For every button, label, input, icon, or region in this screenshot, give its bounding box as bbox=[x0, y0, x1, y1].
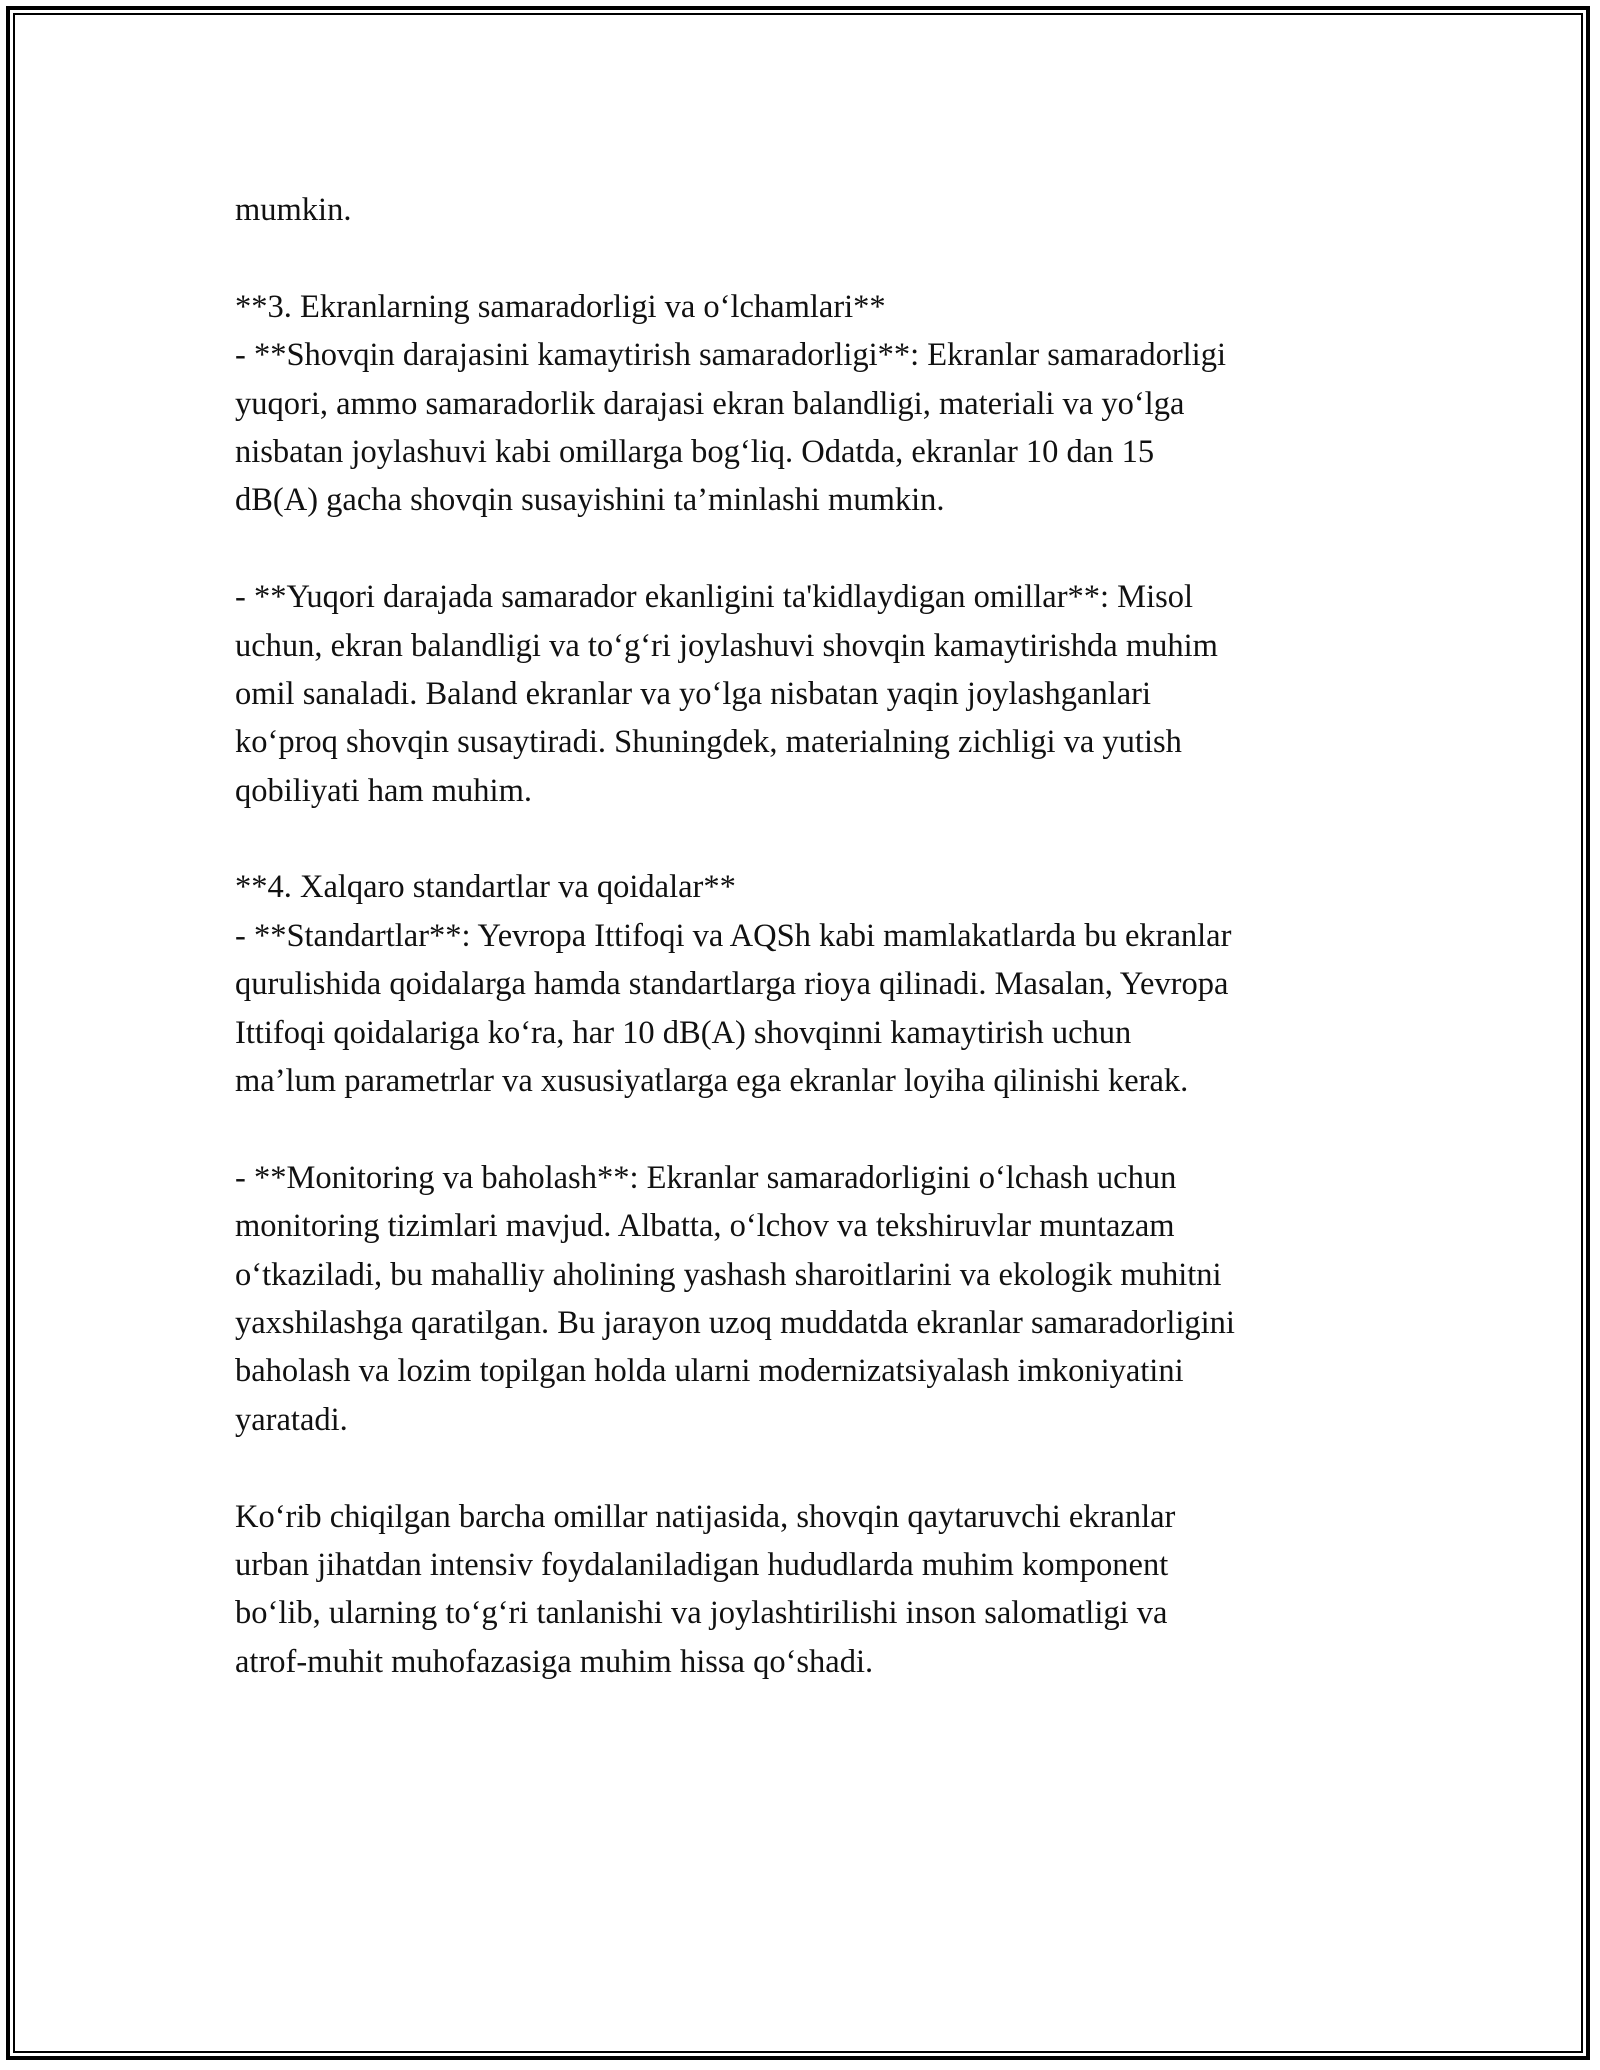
text-line: monitoring tizimlari mavjud. Albatta, o‘lchov va tekshiruvlar muntazam bbox=[235, 1208, 1175, 1245]
text-line: - **Yuqori darajada samarador ekanligini ta'kidlaydigan omillar**: Misol bbox=[235, 579, 1194, 616]
paragraph-spacer bbox=[235, 234, 1395, 282]
text-line: - **Monitoring va baholash**: Ekranlar samaradorligini o‘lchash uchun bbox=[235, 1159, 1177, 1196]
text-line: qobiliyati ham muhim. bbox=[235, 772, 532, 809]
paragraph-spacer bbox=[235, 815, 1395, 863]
text-line: yaratadi. bbox=[235, 1401, 348, 1438]
text-line: urban jihatdan intensiv foydalaniladigan hududlarda muhim komponent bbox=[235, 1546, 1169, 1583]
section-4 bbox=[235, 863, 1395, 1105]
text-line: omil sanaladi. Baland ekranlar va yo‘lga nisbatan yaqin joylashganlari bbox=[235, 675, 1152, 712]
section-heading: **3. Ekranlarning samaradorligi va o‘lchamlari** bbox=[235, 288, 886, 325]
text-line: nisbatan joylashuvi kabi omillarga bog‘liq. Odatda, ekranlar 10 dan 15 bbox=[235, 433, 1155, 470]
conclusion-paragraph bbox=[235, 1493, 1395, 1687]
text-line: - **Standartlar**: Yevropa Ittifoqi va AQSh kabi mamlakatlarda bu ekranlar bbox=[235, 917, 1232, 954]
text-line: baholash va lozim topilgan holda ularni modernizatsiyalash imkoniyatini bbox=[235, 1353, 1184, 1390]
paragraph-spacer bbox=[235, 1444, 1395, 1492]
section-heading: **4. Xalqaro standartlar va qoidalar** bbox=[235, 869, 736, 906]
text-line: mumkin. bbox=[235, 192, 352, 228]
paragraph-spacer bbox=[235, 1105, 1395, 1153]
paragraph bbox=[235, 186, 1395, 234]
text-line: - **Shovqin darajasini kamaytirish samaradorligi**: Ekranlar samaradorligi bbox=[235, 337, 1226, 374]
document-body bbox=[235, 186, 1395, 1686]
text-line: qurulishida qoidalarga hamda standartlarga rioya qilinadi. Masalan, Yevropa bbox=[235, 966, 1229, 1003]
text-line: ko‘proq shovqin susaytiradi. Shuningdek, materialning zichligi va yutish bbox=[235, 724, 1182, 761]
text-line: uchun, ekran balandligi va to‘g‘ri joylashuvi shovqin kamaytirishda muhim bbox=[235, 627, 1218, 664]
text-line: o‘tkaziladi, bu mahalliy aholining yashash sharoitlarini va ekologik muhitni bbox=[235, 1256, 1222, 1293]
text-line: Ko‘rib chiqilgan barcha omillar natijasida, shovqin qaytaruvchi ekranlar bbox=[235, 1498, 1176, 1535]
paragraph bbox=[235, 573, 1395, 815]
text-line: bo‘lib, ularning to‘g‘ri tanlanishi va joylashtirilishi inson salomatligi va bbox=[235, 1595, 1168, 1632]
section-3 bbox=[235, 283, 1395, 525]
text-line: Ittifoqi qoidalariga ko‘ra, har 10 dB(A) shovqinni kamaytirish uchun bbox=[235, 1014, 1132, 1051]
text-line: dB(A) gacha shovqin susayishini ta’minlashi mumkin. bbox=[235, 482, 945, 519]
text-line: yuqori, ammo samaradorlik darajasi ekran balandligi, materiali va yo‘lga bbox=[235, 385, 1185, 422]
text-line: yaxshilashga qaratilgan. Bu jarayon uzoq muddatda ekranlar samaradorligini bbox=[235, 1304, 1235, 1341]
paragraph bbox=[235, 1154, 1395, 1444]
text-line: ma’lum parametrlar va xususiyatlarga ega ekranlar loyiha qilinishi kerak. bbox=[235, 1063, 1189, 1100]
text-line: atrof-muhit muhofazasiga muhim hissa qo‘shadi. bbox=[235, 1643, 874, 1680]
paragraph-spacer bbox=[235, 525, 1395, 573]
